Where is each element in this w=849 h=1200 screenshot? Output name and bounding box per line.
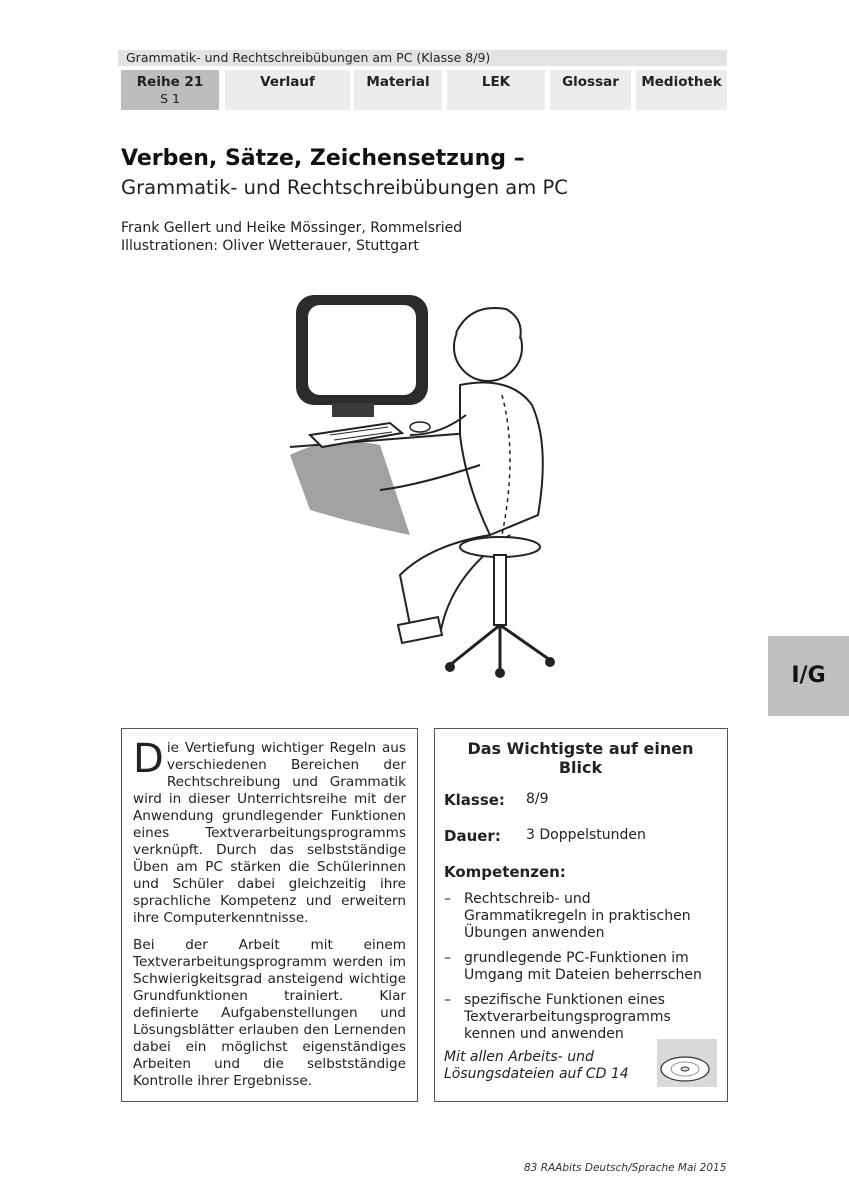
list-item: – grundlegende PC-Funktionen im Umgang mit Dateien beherrschen (444, 950, 717, 984)
list-item: – Rechtschreib- und Grammatikregeln in praktischen Übungen anwenden (444, 891, 717, 942)
tab-glossar[interactable] (550, 70, 631, 110)
intro-paragraph-1 (133, 736, 406, 927)
page-title: Verben, Sätze, Zeichensetzung – (121, 146, 525, 171)
klasse-value: 8/9 (526, 791, 549, 807)
dauer-value: 3 Doppelstunden (526, 827, 646, 843)
kompetenzen-list (444, 891, 717, 1043)
tab-reihe-label: Reihe 21 (136, 74, 204, 90)
intro-box (121, 728, 418, 1102)
tab-reihe[interactable] (121, 70, 219, 110)
dauer-row (444, 827, 717, 845)
tab-material[interactable] (354, 70, 442, 110)
series-title: Grammatik- und Rechtschreibübungen am PC (Klasse 8/9) (126, 50, 491, 65)
intro-paragraph-2: Bei der Arbeit mit einem Textverarbeitungsprogramm werden im Schwierigkeitsgrad ansteigend wichtige Grundfunktionen trainiert. Klar definierte Aufgabenstellungen und Lösungsblätter erlauben den Lernenden dabei ein möglichst eigenständiges Arbeiten und die selbstständige Kontrolle ihrer Ergebnisse. (133, 937, 406, 1089)
footer-credit: 83 RAAbits Deutsch/Sprache Mai 2015 (524, 1162, 727, 1174)
dauer-label: Dauer: (444, 827, 501, 845)
intro-text-1: ie Vertiefung wichtiger Regeln aus verschiedenen Bereichen der Rechtschreibung und Grammatik wird in dieser Unterrichtsreihe mit der Anwendung grundlegender Funktionen eines Textverarbeitungsprogramms verknüpft. Durch das selbstständige Üben am PC stärken die Schülerinnen und Schüler dabei gleichzeitig ihre sprachliche Kompetenz und erweitern ihre Computerkenntnisse. (133, 740, 406, 926)
tab-mediothek-label: Mediothek (641, 74, 722, 90)
tab-reihe-sub: S 1 (160, 91, 180, 106)
list-item: – spezifische Funktionen eines Textverarbeitungsprogramms kennen und anwenden (444, 992, 717, 1043)
cd-icon (657, 1039, 717, 1087)
credits (121, 219, 462, 255)
student-at-computer-illustration (270, 285, 600, 685)
kompetenzen-label: Kompetenzen: (444, 863, 566, 881)
summary-box (434, 728, 728, 1102)
page-subtitle: Grammatik- und Rechtschreibübungen am PC (121, 176, 568, 199)
klasse-label: Klasse: (444, 791, 505, 809)
tab-verlauf[interactable] (225, 70, 350, 110)
tab-lek[interactable] (447, 70, 545, 110)
tab-verlauf-label: Verlauf (260, 74, 315, 90)
section-marker: I/G (768, 636, 849, 716)
illustrator-line: Illustrationen: Oliver Wetterauer, Stuttgart (121, 238, 419, 254)
tab-material-label: Material (366, 74, 430, 90)
summary-title: Das Wichtigste auf einen Blick (467, 739, 694, 777)
tab-lek-label: LEK (481, 74, 511, 90)
series-title-bar (118, 50, 727, 66)
klasse-row (444, 791, 717, 809)
dropcap: D (133, 736, 164, 782)
tab-mediothek[interactable] (636, 70, 727, 110)
cd-note: Mit allen Arbeits- und Lösungsdateien auf CD 14 (444, 1049, 629, 1082)
authors-line: Frank Gellert und Heike Mössinger, Rommelsried (121, 220, 463, 236)
tab-glossar-label: Glossar (562, 74, 619, 90)
